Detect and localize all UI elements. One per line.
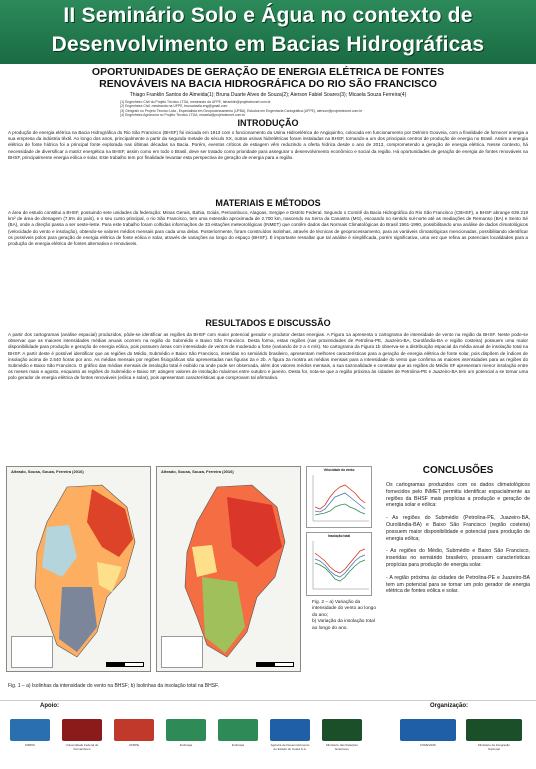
intro-text: A produção de energia elétrica na Bacia Hidrográfica do Rio São Francisco (BHSF) foi iniciada em 1913 com o funcionamento da Usina Hidroelétrica de Angiquinho, colocada em funcionamento por Delmiro Gouveia, com a finalidade de fornecer energia a sua empresa da indústria têxtil. Ao longo dos anos, principalmente a partir da segunda metade do século XX, outras usinas hidrelétricas foram instaladas na BHSF, tornando-a um dos principais centros de produção de energia no Brasil. Assim a energia elétrica de fonte hídrica foi a principal fonte explorada nas últimas décadas na Bacia. Porém, eventos críticos de estiagem vêm reduzindo a oferta hídrica desde o ano de 2013, comprometendo a geração de energia elétrica. Nesse contexto, há necessidade de diversificar a matriz energética na BHSF, assim como em todo o Brasil, deve ser tratado como prioridade para assegurar o desenvolvimento econômico e social da região. Há oportunidades de geração de energia de fontes renováveis na BHSF, principalmente energia eólica e solar. Este trabalho tem por finalidade levantar esta perspectiva de geração de energia para a região. (8, 130, 528, 160)
embrapa2-logo-text: Embrapa (231, 743, 245, 747)
poster-title (0, 66, 536, 90)
results-text: A partir dos cartogramas (análise espacial) produzidos, pôde-se identificar as regiões da BHSF com maior potencial gerador e produtor destas energias. A Figura 1a apresenta o cartograma de intensidade de vento na região da BHSF. Neste pode-se observar que as maiores intensidades médias anuais ocorrem na região do Submédio e Baixo São Francisco. Desta forma, estas regiões (nas proximidades de Petrolina-PE, Juazeiro-BA, Ourolândia-BA e região costeira) possuem uma maior disponibilidade para produção e geração de energia eólica, pois possuem áreas com intensidade de ventos de moderado a forte (variando de 2 a 4 m/s). No cartograma da Figura 1b observa-se a distribuição espacial da média anual de insolação total na BHSF. A partir deste é possível identificar que as regiões do Médio, Submédio e Baixo São Francisco, inseridas no semiárido brasileiro, apresentam melhores características para a geração de energia elétrica de fonte solar, pois dispõem de índices de insolação acima de 2.540 horas por ano. As médias mensais por regiões fisiográficas são apresentadas nas figuras 2a e 2b. A figura 2a mostra as médias mensais para a intensidade do vento que confirma as maiores intensidades para as regiões do Submédio e Baixo São Francisco. O gráfico das médias mensais de insolação total é exibido na onde pode ser observada, além dos valores médios mensais, a sua sazonalidade e constatar que as regiões do Médio SF apresentam menor insolação entre os meses maio e agosto, enquanto as regiões do Submédio e Baixo SF, atingem valores de insolação máximos entre outubro e janeiro. Desta for, nota-se que a região próxima às cidades de Petrolina-PE e Juazeiro-BA tem um potencial a se tornar uma polo gerador de energia elétrica de fontes renováveis (eólica e solar), pois apresentam características que comprovam tal afirmativa. (8, 332, 528, 381)
fig2-caption-b: b) Variação da insolação total ao longo do ano. (312, 619, 375, 631)
organization-label: Organização: (430, 703, 469, 709)
banner-line-1: II Seminário Solo e Água no contexto de (63, 4, 473, 27)
mre-logo-text: Ministério das Relações Exteriores (326, 743, 358, 751)
affiliation-3: (3) Geógrafo no Projeto Técnico Ltda., Especialista em Geoprocessamento (UFBA), Estudos em Engenharia Cartográfica (UFPE), aierson@projetotecnet.com.br (120, 108, 363, 113)
figure-1-maps (6, 466, 302, 672)
min-integracao-logo (466, 719, 522, 741)
map-a-legend (11, 636, 53, 668)
embrapa-logo-text: Embrapa (179, 743, 193, 747)
affiliation-4: (4) Engenheira Agrônoma no Projeto Técnico LTDA, micaela@projetotecnet.com.br (120, 112, 246, 117)
simpai-logo (10, 719, 50, 741)
title-line-2: RENOVÁVEIS NA BACIA HIDROGRÁFICA DO RIO SÃO FRANCISCO (99, 78, 437, 90)
conclusion-para-4: - A região próxima às cidades de Petrolina-PE e Juazeiro-BA tem um potencial para se tornar um polo gerador de energia elétrica de fontes eólica e solar. (386, 574, 530, 595)
chart-b-plot (307, 533, 371, 595)
methods-text: A área de estudo constitui a BHSF, possuindo sete unidades da federação: Minas Gerais, Bahia, Goiás, Pernambuco, Alagoas, Sergipe e Distrito Federal. Segundo o Comitê da Bacia Hidrográfica do Rio São Francisco (CBHSF), a BHSF abrange 639.219 km² de área de drenagem (7,5% do país), e o seu curso principal, o rio São Francisco, tem uma extensão aproximada de 2.700 km, nascendo na Serra da Canastra (MG), escoando no sentido sul-norte até as mediações de Remanso (BA) e Sento Sé (BA), onde a direção passa a ser oeste-leste. Para este trabalho foram colhidas informações de 33 estações meteorológicas (INMET) que contêm dados das Normais Climatológicas do Brasil 1961-1990, possibilitando uma análise de dados climatológicos (velocidade do vento e insolação), obtendo-se valores médios mensais para cada uma delas. Posteriormente, foram construídos isolinhas, através de técnicas de geoprocessamento, para as variáveis climatológicas mencionadas, possibilitando identificar os possíveis polos para geração de energia elétrica de fonte eólica e solar, através de variações ao longo do espaço (BHSF). É importante ressaltar que tal análise é simplificada, porém significativa, uma vez que refina as potenciais localidades para a produção de energia elétrica de fontes alternativa e renováveis. (8, 210, 528, 247)
authors: Thiago Franklin Santos de Almeida(1); Bruna Duarte Alves de Souza(2); Aierson Fabiel Soares(3); Micaela Souza Ferreira(4) (129, 92, 407, 98)
codevasf-logo (400, 719, 456, 741)
figure-2-caption (312, 600, 380, 632)
section-results-heading: RESULTADOS E DISCUSSÃO (205, 318, 331, 328)
banner-line-2: Desenvolvimento em Bacias Hidrográficas (51, 33, 485, 56)
map-a-scale (106, 662, 144, 667)
support-label: Apoio: (40, 703, 59, 709)
section-conclusions-heading: CONCLUSÕES (422, 465, 494, 476)
affiliation-2: (2) Engenheira Civil, mestranda na UFPE, brunadavila.eng@gmail.com (120, 104, 228, 109)
ufpe-logo-text: Universidade Federal de Pernambuco (65, 743, 99, 751)
mre-logo (322, 719, 362, 741)
conclusions-block (386, 465, 530, 595)
map-a-title: Alteado, Sousa, Souza, Ferreira (2016) (11, 469, 84, 474)
chart-a-plot (307, 467, 371, 527)
chart-b-title: Insolação total (327, 534, 351, 538)
affiliations (120, 100, 450, 117)
section-methods-heading: MATERIAIS E MÉTODOS (215, 198, 321, 208)
conclusion-para-1: Os cartogramas produzidos com os dados climatológicos fornecidos pelo INMET permitiu identificar espacialmente as regiões da BHSF mais propícias a produção e geração de energia solar e eólica: (386, 482, 530, 509)
conclusion-para-2: - As regiões do Submédio (Petrolina-PE, Juazeiro-BA, Ourolândia-BA) e Baixo São Francisco (região costeira) possuem maior disponibilidade e potencial para produção de energia eólica; (386, 515, 530, 542)
ufrpe-logo (114, 719, 154, 741)
min-integracao-logo-text: Ministério da Integração Nacional (477, 743, 511, 751)
map-b-legend (161, 636, 203, 668)
affiliation-1: (1) Engenheiro Civil do Projeto Técnico LTDA, mestrando da UFPE, tsfranklin@projetotecnet.com.br (120, 100, 271, 104)
conclusion-para-3: - As regiões do Médio, Submédio e Baixo São Francisco, inseridas no semiárido brasileiro, possuem características propícias para produção de energia solar. (386, 548, 530, 568)
map-b-scale (256, 662, 294, 667)
figure-1-caption: Fig. 1 – a) Isolinhas da intensidade do vento na BHSF; b) Isolinhas da insolação total na BHSF. (8, 683, 219, 689)
section-intro-heading: INTRODUÇÃO (237, 118, 299, 128)
codevasf-logo-text: CODEVASF (419, 743, 437, 747)
map-b-title: Alteado, Sousa, Souza, Ferreira (2016) (161, 469, 234, 474)
chart-a-title: Velocidade do vento (323, 468, 355, 472)
codevasf-agencia-logo-text: Agência de Desenvolvimento do Estado do Ceará S.A. (270, 743, 310, 751)
ufrpe-logo-text: UFRPE (128, 743, 140, 747)
simpai-logo-text: SIMPAI (25, 743, 35, 747)
map-wind-intensity (6, 466, 151, 672)
fig2-caption-a: Fig. 2 – a) Variação da intensidade do vento ao longo do ano; (312, 600, 377, 618)
chart-wind-variation (306, 466, 372, 528)
embrapa-logo (166, 719, 206, 741)
embrapa2-logo (218, 719, 258, 741)
footer-logos (0, 700, 536, 769)
title-line-1: OPORTUNIDADES DE GERAÇÃO DE ENERGIA ELÉTRICA DE FONTES (91, 66, 445, 78)
event-banner (0, 0, 536, 64)
chart-insolation-variation (306, 532, 372, 596)
ufpe-logo (62, 719, 102, 741)
codevasf-agencia-logo (270, 719, 310, 741)
map-insolation (156, 466, 301, 672)
